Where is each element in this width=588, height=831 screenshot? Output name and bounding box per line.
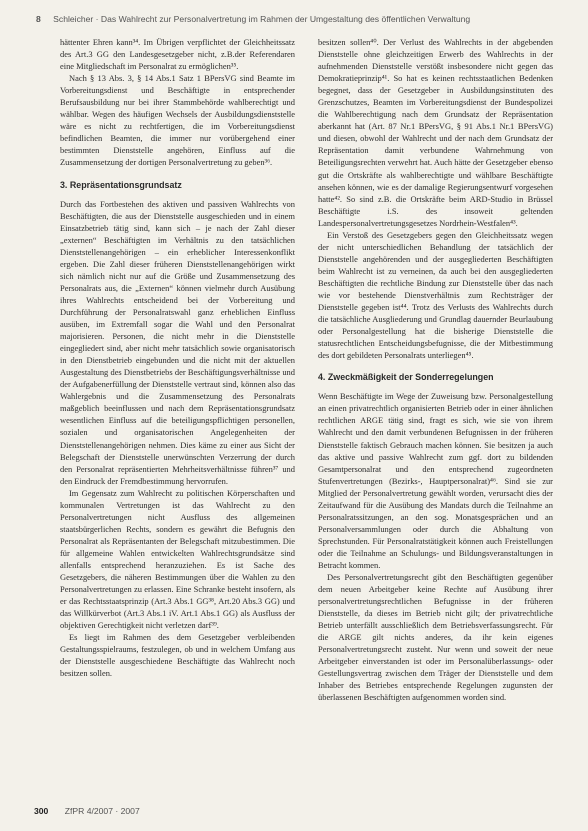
page-footer xyxy=(34,806,140,816)
paragraph: Wenn Beschäftigte im Wege der Zuweisung bzw. Personalgestellung an einen privatrechtlich organisierten Betrieb oder in einer ähnlichen rechtlichen ARGE tätig sind, fragt es sich, wie sie von ihrem Wahlrecht und den damit verbundenen Befugnissen in der früheren Dienststelle faktisch Gebrauch machen können. Sie besitzen ja auch das aktive und passive Wahlrecht zum ggf. dort zu bildenden Gesamtpersonalrat und den entsprechend zugeordneten Stufenvertretungen (Bezirks-, Hauptpersonalrat)⁴⁶. Sind sie zur Mitglied der Personalvertretung gewählt worden, verursacht dies der Zeitaufwand für die Ausübung des Mandats durch die Teilnahme an Personalratssitzungen, an den sog. Monatsgesprächen und an Personalversammlungen oder durch die Abhaltung von Sprechstunden. Für Personalratstätigkeit können auch Freistellungen oder die Teilnahme an Schulungs- und Bildungsveranstaltungen in Betracht kommen. xyxy=(318,391,553,570)
header-page-marker: 8 xyxy=(36,14,41,24)
running-header xyxy=(36,14,552,24)
right-column xyxy=(318,36,553,704)
section-heading: 3. Repräsentationsgrundsatz xyxy=(60,179,182,190)
paragraph: Im Gegensatz zum Wahlrecht zu politischen Körperschaften und kommunalen Vertretungen ist das Wahlrecht zu den Personalvertretungen nicht Ausfluss des allgemeinen staatsbürgerlichen Rechts, sondern es gewährt die Befugnis den Personalrat als Repräsentanten der Belegschaft mitzubestimmen. Die für allgemeine Wahlen entwickelten Wahlrechtsgrundsätze sind allenfalls entsprechend heranzuziehen. Es ist Sache des Gesetzgebers, die näheren Bestimmungen über die Wahlen zu den Personalvertretungen zu erlassen. Eine Schranke besteht insofern, als er das Rechtsstaatsprinzip (Art.3 Abs.1 GG³⁸, Art.20 Abs.3 GG) und das Willkürverbot (Art.3 Abs.1 iV. Art.1 Abs.1 GG) als Ausfluss der objektiven Gerechtigkeit nicht verletzen darf³⁹. xyxy=(60,487,295,631)
paragraph: Durch das Fortbestehen des aktiven und passiven Wahlrechts von Beschäftigten, die aus der Dienststelle ausgeschieden und in einem Einsatzbetrieb tätig sind, kann sich – je nach der Zahl dieser „externen“ Beschäftigten im Verhältnis zu den tatsächlichen Dienststellenangehörigen – ein erheblicher Interessenkonflikt ergeben. Die Zahl dieser früheren Dienststellenangehörigen wirkt sich nämlich nicht nur auf die Größe und Zusammensetzung des Personalrats aus, die „Externen“ können vielmehr durch Ausübung ihres Wahlrechts entscheidend bei der Vorbereitung und Durchführung der Personalratswahl ganz erheblichen Einfluss ausüben, im Extremfall sogar die Wahl und den Personalrat majorisieren. Personen, die nicht mehr in die Dienststelle eingegliedert sind, aber nicht mehr tatsächlich sowie organisatorisch in den Dienstbetrieb eingebunden und die nicht mit der aktuellen Ausgestaltung des Dienstbetriebs der Beschäftigungsverhältnisse und der Aufgabenerfüllung der Dienststelle vertraut sind, können also das Wahlergebnis und die Zusammensetzung des Personalrats maßgeblich beeinflussen und nach dem Repräsentationsgrundsatz wesentlichen Einfluss auf die beteiligungspflichtigen personellen, sozialen und organisatorischen Angelegenheiten der Dienststellenangehörigen nehmen. Dies käme zu einer aus Sicht der Belegschaft der Dienststelle unerwünschten Verzerrung der durch den Personalrat repräsentierten Mehrheitsverhältnisse führen³⁷ und den Eindruck der Fremdbestimmung hervorrufen. xyxy=(60,198,295,486)
paragraph: besitzen sollen⁴⁰. Der Verlust des Wahlrechts in der abgebenden Dienststelle ohne gleichzeitigen Erwerb des Wahlrechts in der aufnehmenden Dienststelle verstößt insbesondere nicht gegen das Demokratieprinzip⁴¹. So hat es keinen rechtsstaatlichen Bedenken begegnet, dass der Gesetzgeber in Ausbildungsinstituten des Grenzschutzes, Beamten im Vorbereitungsdienst der Bundespolizei die Wahlberechtigung nach dem Grundsatz der Repräsentation aberkannt hat (Art. 87 Nr.1 BPersVG, § 91 Abs.1 Nr.1 BPersVG) und diesen, obwohl der Wahlrecht und der nach dem Grundsatz der Repräsentation damit verbundene Wahrnehmung von Beteiligungsrechten verwehrt hat. Auch hätte der Gesetzgeber ebenso gut die Ortskräfte als wahlberechtigte und wählbare Beschäftigte ansehen können, wie es der damalige Regierungsentwurf vorgesehen hatte⁴². So sind z.B. die Ortskräfte beim ARD-Studio in Brüssel Beschäftigte i.S. des insoweit geltenden Landespersonalvertretungsgesetzes Nordrhein-Westfalen⁴³. xyxy=(318,37,553,228)
paragraph: hättenter Ehren kann³⁴. Im Übrigen verpflichtet der Gleichheitssatz des Art.3 GG den Landesgesetzgeber nicht, z.B.der Referendaren eine Mitgliedschaft im Personalrat zu ermöglichen³⁵. xyxy=(60,37,295,72)
paragraph: Des Personalvertretungsrecht gibt den Beschäftigten gegenüber dem neuen Arbeitgeber keine Rechte auf Ausübung ihrer personalvertretungsrechtlichen Befugnisse in der früheren Dienststelle, da dieses im Betrieb nicht gilt; der privatrechtliche Betrieb unterfällt ausschließlich dem Betriebsverfassungsrecht. Für die ARGE gilt nichts anderes, da ihr kein eigenes Personalvertretungsrecht zusteht. Nur wenn und soweit der neue Arbeitgeber einverstanden ist oder im Personalüberlassungs- oder Gestellungsvertrag zwischen dem Träger der Dienststelle und dem Inhaber des Betriebes entsprechende Regelungen zugunsten der überlassenen Beschäftigten aufgenommen worden sind. xyxy=(318,572,553,703)
paragraph: Ein Verstoß des Gesetzgebers gegen den Gleichheitssatz wegen der nicht unterschiedlichen Behandlung der tatsächlich der Dienststelle angehörenden und der ausgegliederten Beschäftigten beim Wahlrecht ist zu verneinen, da auch bei den ausgegliederten Beschäftigten die rechtliche Bindung zur Dienststelle über das nach wie vor bestehende Dienstverhältnis zum Rechtsträger der Dienststelle gegeben ist⁴⁴. Trotz des Verlusts des Wahlrechts durch die tatsächliche Ausgliederung und Grundlag dauernder Beurlaubung oder Personalgestellung hat die bisherige Dienststelle die statusrechtlichen Entscheidungsbefugnisse, die der Mitbestimmung des dort gebildeten Personalrats unterliegen⁴⁵. xyxy=(318,229,553,361)
section-heading: 4. Zweckmäßigkeit der Sonderregelungen xyxy=(318,372,494,383)
page-number: 300 xyxy=(34,806,49,816)
left-column xyxy=(60,36,295,679)
paragraph: Nach § 13 Abs. 3, § 14 Abs.1 Satz 1 BPersVG sind Beamte im Vorbereitungsdienst und Beschäftigte in entsprechender Berufsausbildung nur bei ihrer Stammbehörde wahlberechtigt und wählbar. Wegen des häufigen Wechsels der Ausbildungsdienststelle wäre es nicht zu rechtfertigen, die im Vorbereitungsdienst befindlichen Beamten, die immer nur vorübergehend einer bestimmten Dienststelle angehören, Einfluss auf die Zusammensetzung der dortigen Personalvertretung zu geben³⁶. xyxy=(60,73,295,168)
paragraph: Es liegt im Rahmen des dem Gesetzgeber verbleibenden Gestaltungsspielraums, festzulegen, ob und in welchem Umfang aus der Dienststelle ausgeschiedene Beschäftigte das Wahlrecht noch besitzen sollen. xyxy=(60,632,295,679)
journal-reference: ZfPR 4/2007 · 2007 xyxy=(64,806,140,816)
header-running-title: Schleicher · Das Wahlrecht zur Personalvertretung im Rahmen der Umgestaltung des öffentlichen Verwaltung xyxy=(53,14,471,24)
